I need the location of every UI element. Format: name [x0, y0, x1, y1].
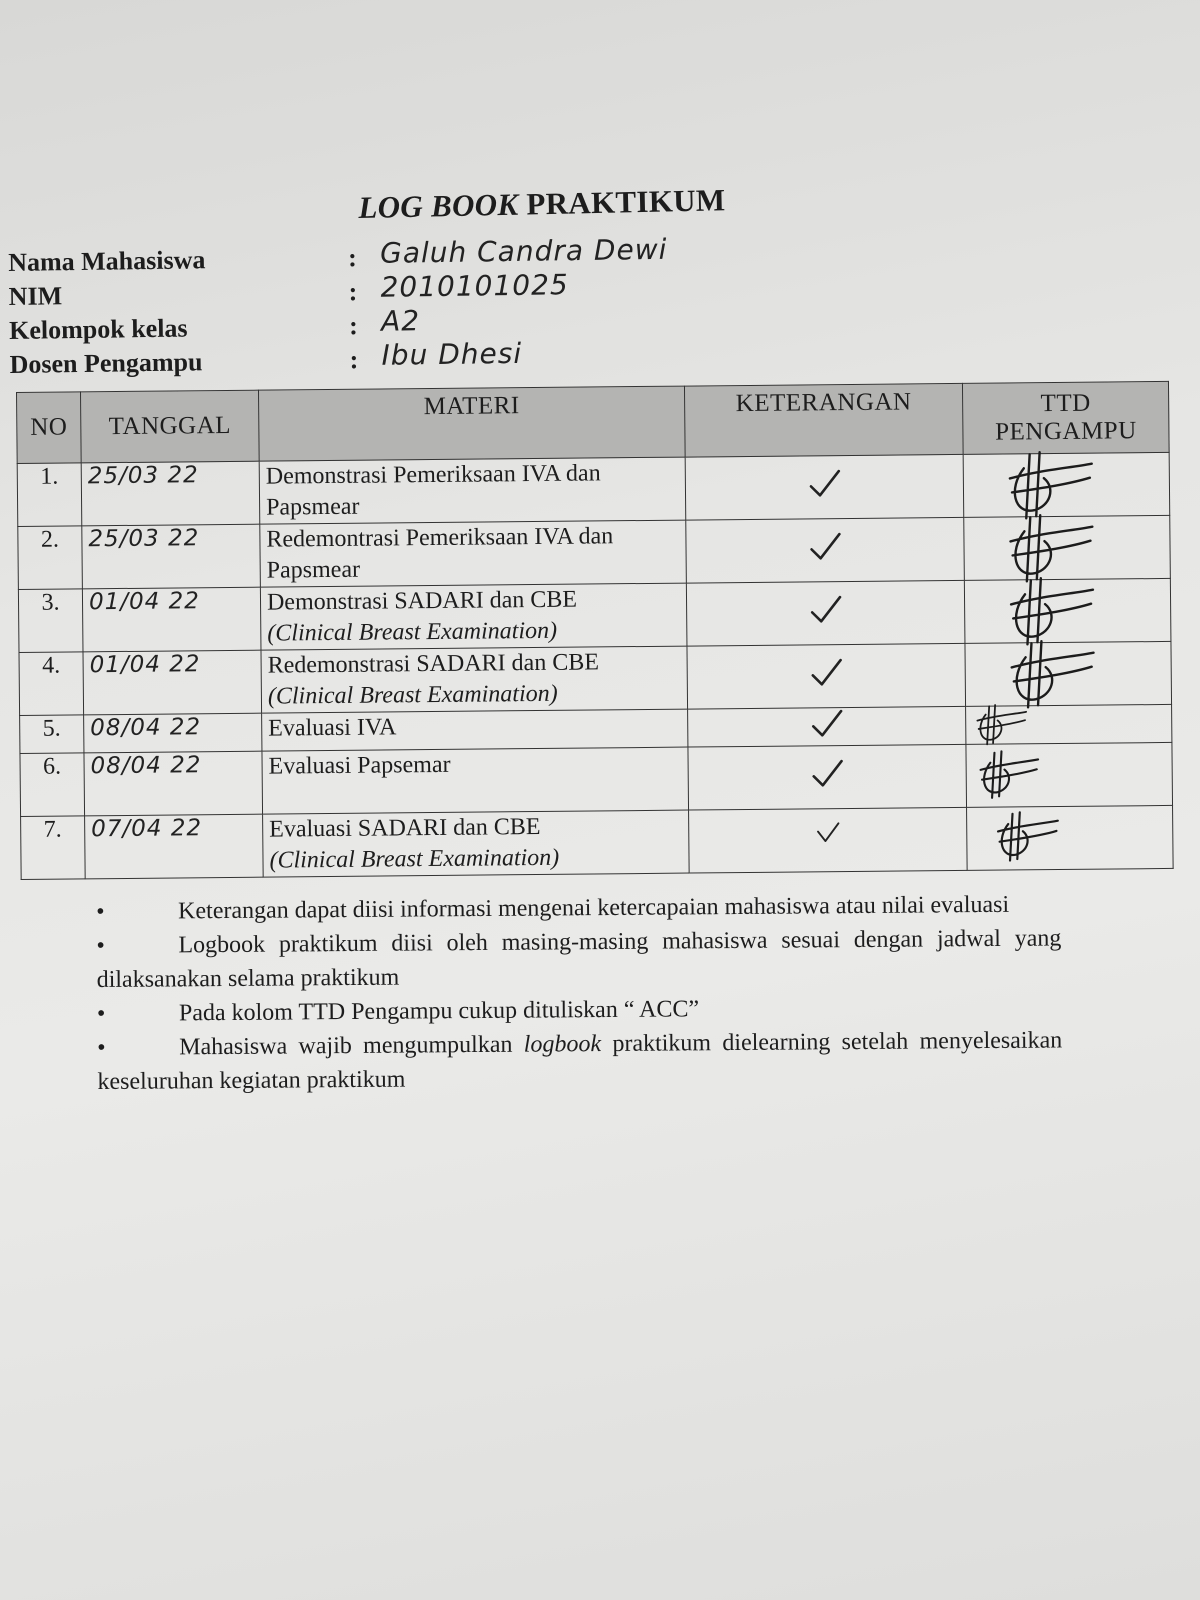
header-tanggal: TANGGAL	[81, 390, 260, 463]
cell-keterangan	[688, 744, 967, 810]
materi-sub: (Clinical Breast Examination)	[267, 617, 558, 647]
cell-keterangan	[686, 517, 965, 583]
note-text: Keterangan dapat diisi informasi mengenai ketercapaian mahasiswa atau nilai evaluasi	[178, 891, 1010, 925]
bullet: •	[97, 1034, 106, 1061]
check-icon	[815, 821, 841, 843]
cell-keterangan	[687, 643, 966, 709]
cell-no: 1.	[17, 463, 82, 527]
cell-no: 5.	[20, 715, 84, 754]
materi-text: Evaluasi IVA	[268, 714, 397, 742]
note-text-italic: logbook	[523, 1031, 602, 1058]
header-ttd	[962, 381, 1169, 454]
info-label: Kelompok kelas	[8, 313, 188, 345]
check-icon	[808, 594, 842, 624]
table-row	[21, 805, 1174, 879]
cell-materi	[263, 810, 690, 877]
cell-ttd	[966, 742, 1173, 807]
signature-icon	[1001, 637, 1102, 712]
cell-no: 6.	[20, 753, 85, 817]
cell-ttd	[965, 641, 1172, 706]
signature-icon	[970, 748, 1046, 801]
cell-materi	[262, 709, 688, 751]
cell-materi	[260, 583, 687, 650]
bullet: •	[96, 898, 105, 925]
cell-keterangan	[689, 807, 968, 873]
check-icon	[810, 758, 844, 788]
signature-icon	[985, 809, 1070, 864]
info-label: NIM	[8, 281, 63, 311]
cell-no: 3.	[18, 589, 83, 653]
header-materi: MATERI	[258, 386, 685, 461]
notes-list	[96, 887, 1063, 1099]
check-icon	[809, 657, 843, 687]
cell-tanggal: 08/04 22	[84, 751, 263, 816]
cell-ttd	[967, 805, 1174, 870]
header-no: NO	[17, 392, 82, 464]
header-ttd-line2: PENGAMPU	[995, 417, 1137, 446]
materi-sub: (Clinical Breast Examination)	[269, 844, 560, 874]
materi-text: Demonstrasi SADARI dan CBE	[266, 586, 578, 616]
cell-keterangan	[686, 580, 965, 646]
materi-text: Demonstrasi Pemeriksaan IVA dan Papsmear	[265, 460, 601, 521]
info-colon: :	[348, 311, 358, 341]
cell-materi	[259, 457, 686, 524]
bullet: •	[96, 1000, 106, 1027]
materi-text: Evaluasi SADARI dan CBE	[269, 813, 541, 843]
cell-tanggal: 07/04 22	[85, 814, 264, 879]
cell-materi	[261, 646, 688, 713]
cell-ttd	[964, 515, 1171, 580]
materi-sub	[269, 779, 682, 783]
materi-sub: (Clinical Breast Examination)	[267, 680, 558, 710]
info-label: Nama Mahasiswa	[8, 245, 206, 277]
title-italic: LOG BOOK	[358, 186, 519, 225]
materi-text: Redemontrasi Pemeriksaan IVA dan Papsmear	[266, 523, 614, 584]
info-value-nim: 2010101025	[380, 268, 569, 304]
cell-keterangan	[688, 706, 966, 747]
table-row	[17, 452, 1170, 526]
info-colon: :	[348, 277, 358, 307]
cell-tanggal: 25/03 22	[82, 524, 261, 589]
page-title	[358, 182, 726, 226]
cell-tanggal: 25/03 22	[81, 461, 260, 526]
student-info	[8, 232, 710, 384]
cell-no: 7.	[21, 816, 86, 880]
cell-no: 4.	[19, 652, 84, 716]
cell-keterangan	[685, 454, 964, 520]
title-rest: PRAKTIKUM	[526, 182, 726, 222]
header-ttd-line1: TTD	[1040, 389, 1091, 418]
check-icon	[808, 531, 842, 561]
cell-ttd	[964, 578, 1171, 643]
cell-materi	[260, 520, 687, 587]
cell-tanggal: 01/04 22	[83, 650, 262, 715]
signature-icon	[966, 702, 1036, 747]
info-label: Dosen Pengampu	[9, 347, 203, 379]
materi-sub	[268, 741, 681, 745]
info-colon: :	[347, 243, 358, 273]
materi-text: Redemonstrasi SADARI dan CBE	[267, 649, 600, 679]
materi-text: Evaluasi Papsemar	[268, 751, 451, 780]
table-row	[18, 515, 1171, 589]
header-keterangan: KETERANGAN	[684, 383, 963, 457]
note-text: Pada kolom TTD Pengampu cukup dituliskan “ ACC”	[178, 996, 700, 1027]
check-icon	[807, 468, 841, 498]
table-header-row	[17, 381, 1170, 463]
info-value-nama: Galuh Candra Dewi	[379, 232, 668, 270]
cell-no: 2.	[18, 526, 83, 590]
logbook-table-wrap	[16, 381, 1173, 900]
cell-tanggal: 01/04 22	[82, 587, 261, 652]
table-row	[20, 742, 1173, 816]
cell-ttd	[966, 704, 1172, 744]
info-value-kelompok: A2	[380, 304, 421, 338]
check-icon	[810, 708, 844, 738]
cell-materi	[262, 747, 689, 814]
note-text: Logbook praktikum diisi oleh masing-masing mahasiswa sesuai dengan jadwal yang dilaksanakan selama praktikum	[96, 925, 1062, 993]
info-value-dosen: Ibu Dhesi	[381, 336, 523, 372]
bullet: •	[96, 932, 105, 959]
note-text-before: Mahasiswa wajib mengumpulkan	[179, 1031, 524, 1061]
note-item	[97, 1023, 1063, 1099]
table-row	[18, 578, 1171, 652]
cell-ttd	[963, 452, 1170, 517]
info-colon: :	[349, 345, 359, 375]
cell-tanggal: 08/04 22	[84, 713, 262, 753]
note-item	[96, 921, 1062, 997]
logbook-table	[16, 381, 1174, 880]
note-text-after: praktikum dielearning setelah menyelesaikan keseluruhan kegiatan praktikum	[97, 1027, 1063, 1095]
